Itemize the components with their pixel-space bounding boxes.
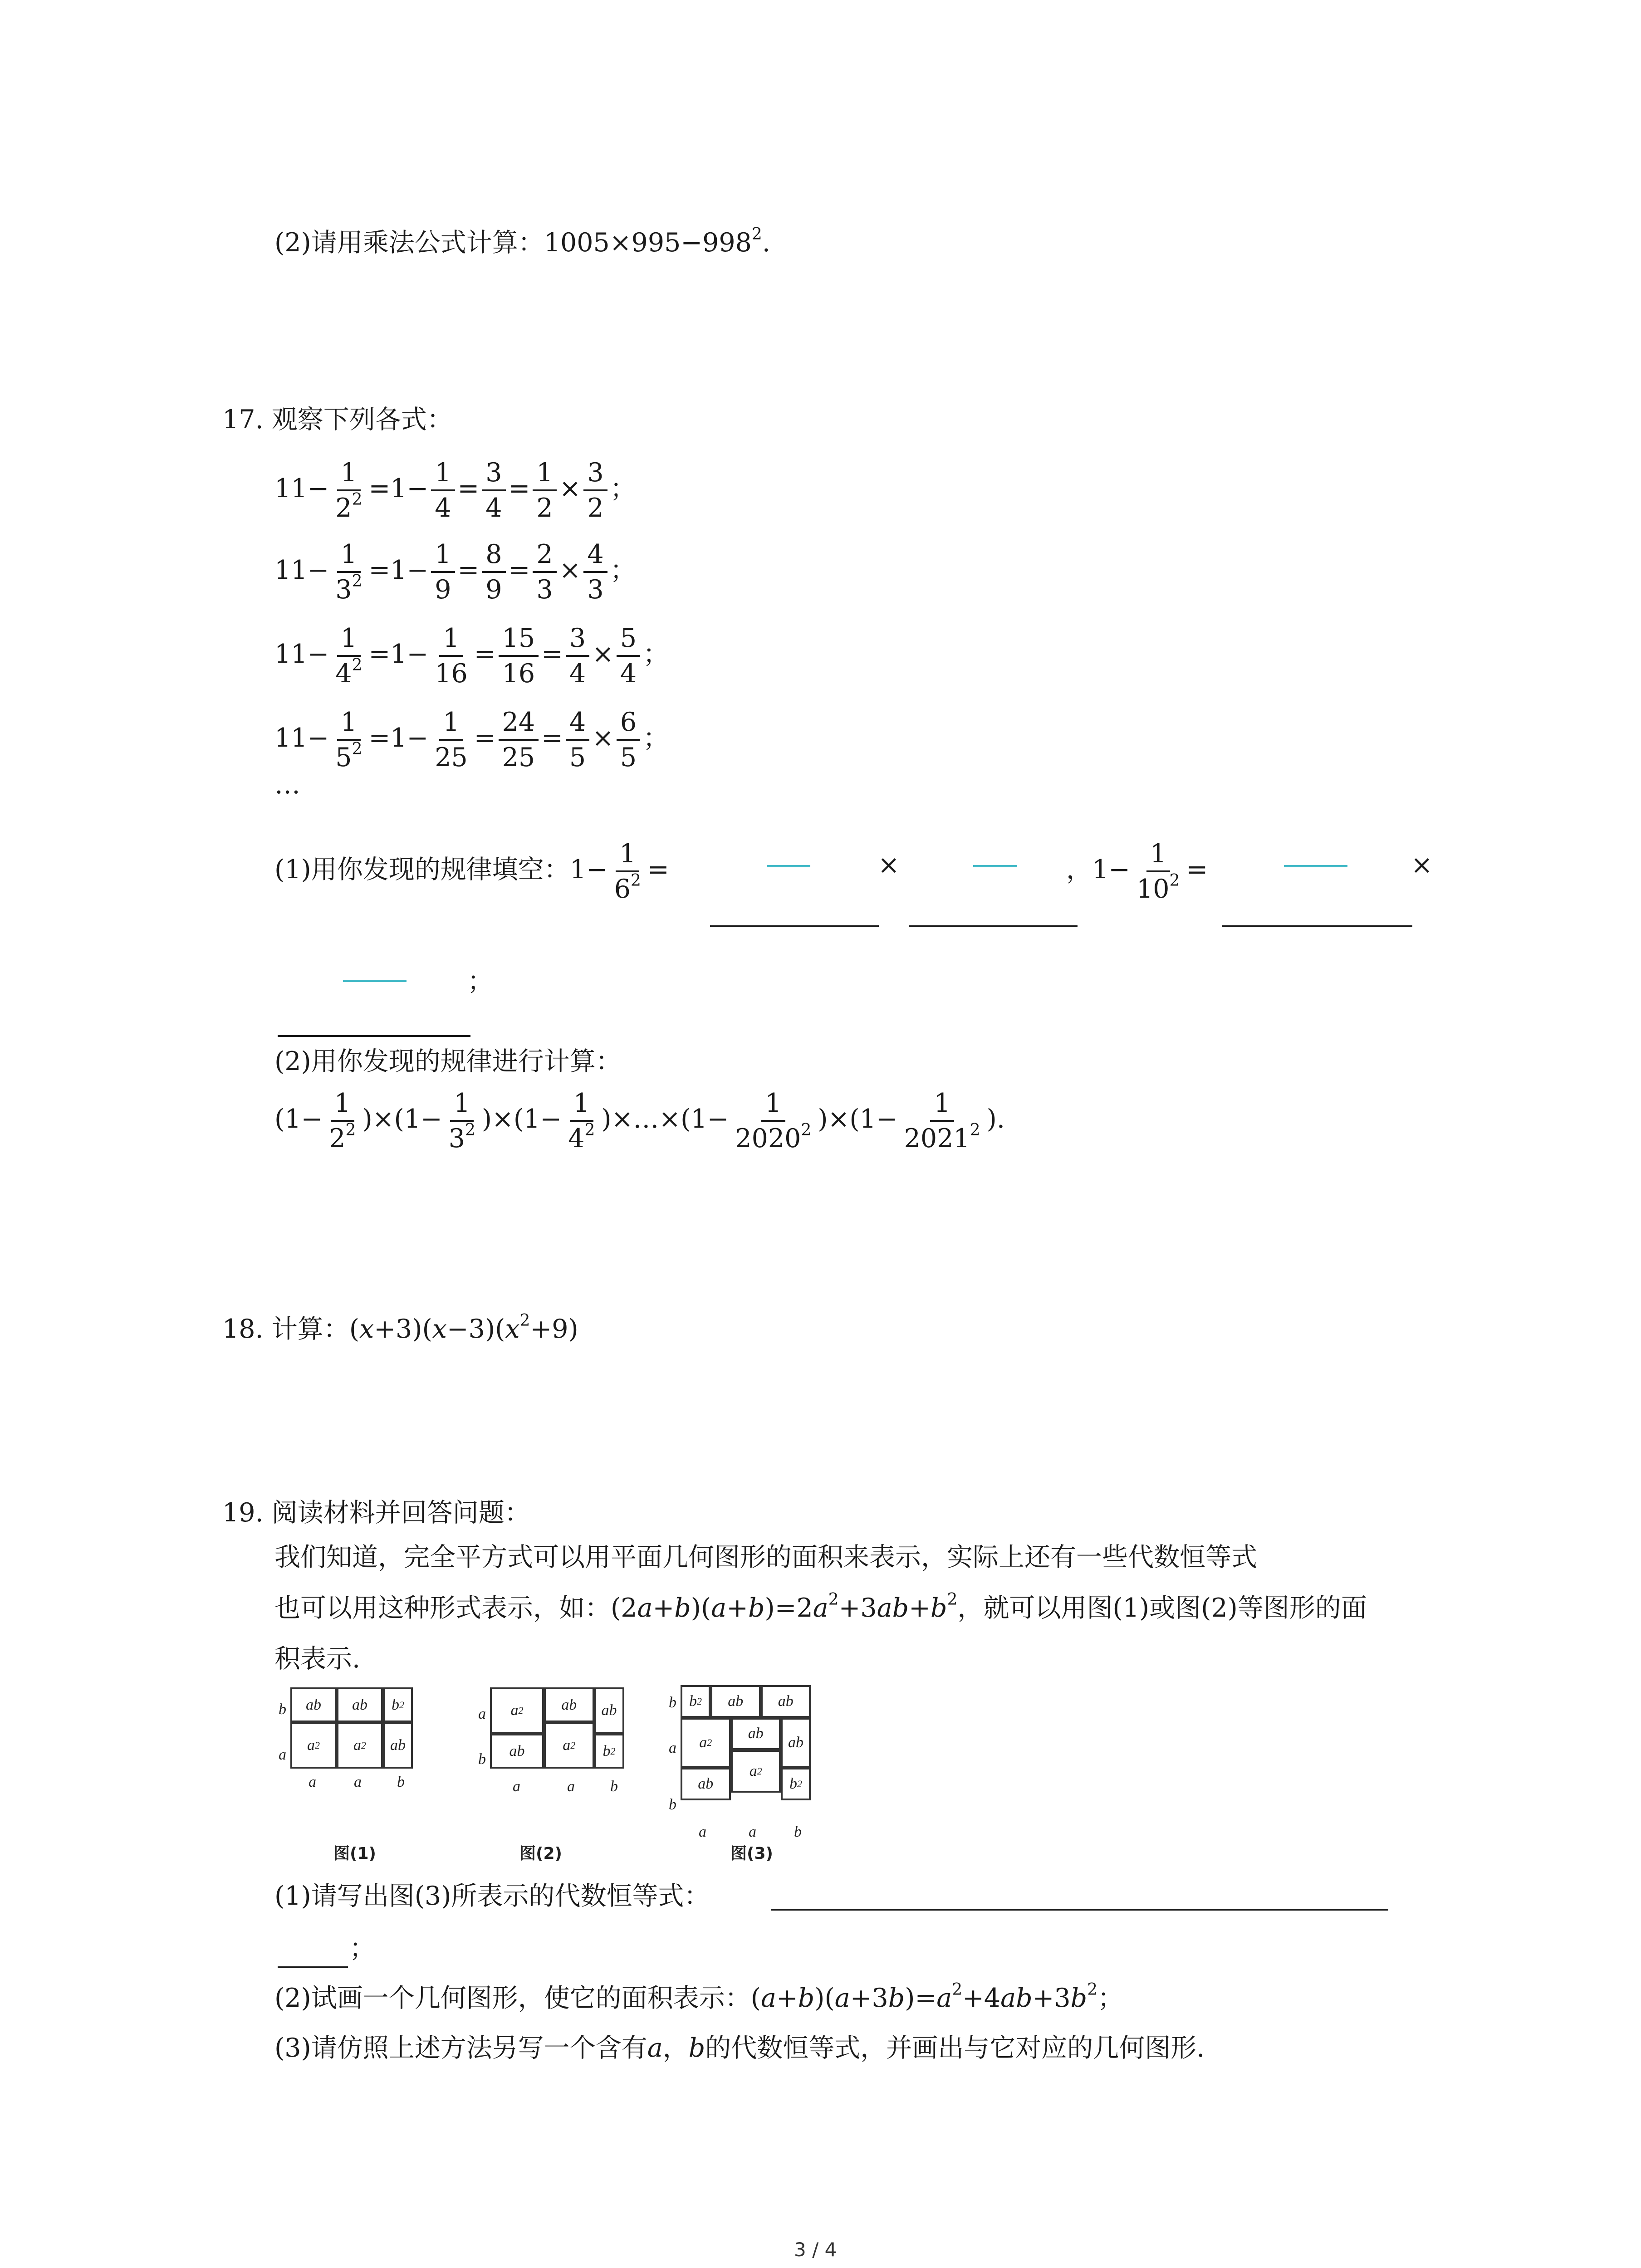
q19-intro: 19. 阅读材料并回答问题： <box>222 1498 530 1528</box>
area-cell: b 2 <box>594 1734 624 1769</box>
area-cell: a 2 <box>681 1718 731 1768</box>
q17-part1-second: ，1− $\frac{1}{10^2}$ = <box>1066 837 1208 906</box>
side-label: a <box>513 1778 520 1795</box>
q17-part2-label: (2)用你发现的规律进行计算： <box>274 1046 622 1076</box>
q17-pattern-line: 11− $\frac{1}{2^2}$ =1− $\frac{1}{4}$ = $\frac{3}{4}$ = $\frac{1}{2}$ × $\frac{3}{2}$ ； <box>274 456 636 525</box>
area-cell: ab <box>544 1687 594 1722</box>
area-cell: b 2 <box>383 1687 413 1722</box>
side-label: a <box>354 1774 362 1790</box>
side-label: b <box>279 1701 286 1718</box>
q17-pattern-line: 11− $\frac{1}{4^2}$ =1− $\frac{1}{16}$ = $\frac{15}{16}$ = $\frac{3}{4}$ × $\frac{5}{4}$ ； <box>274 621 669 690</box>
answer-hint-dash <box>343 980 407 982</box>
answer-hint-dash <box>1284 865 1347 867</box>
figure-1-caption: 图(1) <box>333 1844 376 1863</box>
q17-pattern-line: 11− $\frac{1}{3^2}$ =1− $\frac{1}{9}$ = $\frac{8}{9}$ = $\frac{2}{3}$ × $\frac{4}{3}$ ； <box>274 538 636 606</box>
area-cell: ab <box>490 1734 544 1769</box>
area-cell: a 2 <box>337 1722 383 1769</box>
side-label: a <box>669 1740 676 1756</box>
q19-text-3: 积表示. <box>274 1644 361 1674</box>
times-sign: × <box>878 850 900 880</box>
q19-text-1: 我们知道，完全平方式可以用平面几何图形的面积来表示，实际上还有一些代数恒等式 <box>274 1542 1257 1572</box>
semicolon: ； <box>349 1933 375 1963</box>
answer-blank[interactable] <box>771 1909 1388 1911</box>
area-cell: ab <box>731 1718 781 1750</box>
side-label: b <box>794 1823 802 1840</box>
q16-part2: (2)请用乘法公式计算：$1005\times 995-998^2$. <box>274 225 770 258</box>
side-label: b <box>397 1774 405 1790</box>
side-label: a <box>749 1823 756 1840</box>
q17-part2-expression: (1− $\frac{1}{2^2}$ )×(1− $\frac{1}{3^2}$ )×(1− $\frac{1}{4^2}$ )×…×(1− $\frac{1}{2020^2}$ )×(1− $\frac{1}{2021^2}$ ). <box>274 1086 1005 1155</box>
q17-part1: (1)用你发现的规律填空：1− $\frac{1}{6^2}$ = <box>274 837 669 906</box>
answer-blank[interactable] <box>278 1035 470 1037</box>
side-label: a <box>279 1746 286 1763</box>
area-cell: ab <box>681 1768 731 1800</box>
side-label: b <box>610 1778 618 1795</box>
answer-blank[interactable] <box>1222 925 1412 927</box>
q18: 18. 计算：$(x+3)(x-3)(x^2+9)$ <box>222 1311 578 1344</box>
figure-2-caption: 图(2) <box>519 1844 562 1863</box>
area-cell: ab <box>594 1687 624 1734</box>
area-cell: ab <box>337 1687 383 1722</box>
q17-intro: 17. 观察下列各式： <box>222 405 453 435</box>
side-label: b <box>669 1796 676 1813</box>
area-cell: ab <box>710 1685 761 1718</box>
side-label: a <box>309 1774 316 1790</box>
figure-3-caption: 图(3) <box>730 1844 773 1863</box>
page-number: 3 / 4 <box>794 2239 837 2261</box>
q19-question-1: (1)请写出图(3)所表示的代数恒等式： <box>274 1881 710 1911</box>
area-cell: a 2 <box>490 1687 544 1734</box>
side-label: a <box>567 1778 575 1795</box>
area-cell: ab <box>383 1722 413 1769</box>
q17-pattern-line: 11− $\frac{1}{5^2}$ =1− $\frac{1}{25}$ = $\frac{24}{25}$ = $\frac{4}{5}$ × $\frac{6}{5}$ ； <box>274 705 669 774</box>
area-cell: ab <box>761 1685 811 1718</box>
answer-hint-dash <box>973 865 1017 867</box>
semicolon: ； <box>467 966 493 996</box>
area-cell: a 2 <box>731 1750 781 1793</box>
answer-blank[interactable] <box>278 1966 348 1968</box>
q19-question-2: (2)试画一个几何图形，使它的面积表示：$(a+b)(a+3b)=a^2+4ab+3b^2$； <box>274 1980 1124 2013</box>
q19-question-3: (3)请仿照上述方法另写一个含有a，b的代数恒等式，并画出与它对应的几何图形. <box>274 2033 1205 2063</box>
area-cell: ab <box>290 1687 337 1722</box>
side-label: a <box>478 1706 486 1722</box>
area-cell: b 2 <box>781 1768 811 1800</box>
side-label: a <box>699 1823 706 1840</box>
area-cell: a 2 <box>290 1722 337 1769</box>
answer-blank[interactable] <box>710 925 879 927</box>
area-cell: a 2 <box>544 1722 594 1769</box>
area-cell: b 2 <box>681 1685 710 1718</box>
q19-text-2: 也可以用这种形式表示，如：$(2a+b)(a+b)=2a^2+3ab+b^2$，就可以用图(1)或图(2)等图形的面 <box>274 1590 1367 1623</box>
q17-ellipsis: … <box>274 770 300 800</box>
side-label: b <box>478 1751 486 1768</box>
times-sign: × <box>1411 850 1433 880</box>
area-cell: ab <box>781 1718 811 1768</box>
answer-blank[interactable] <box>909 925 1078 927</box>
side-label: b <box>669 1694 676 1711</box>
answer-hint-dash <box>767 865 810 867</box>
